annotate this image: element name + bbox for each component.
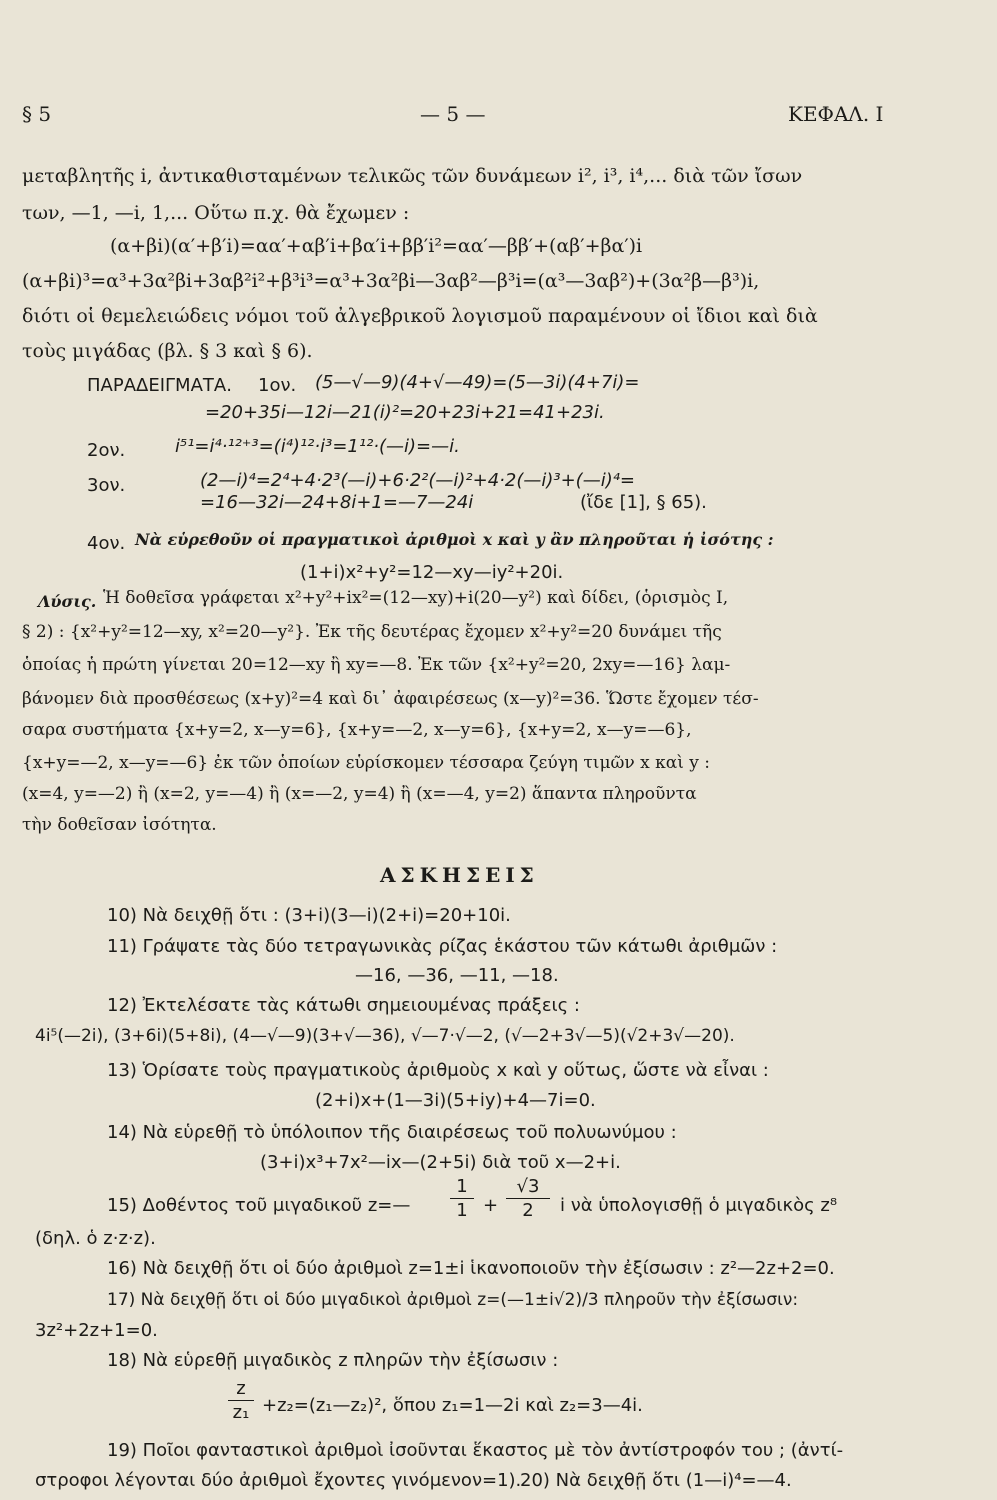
- chapter-label: ΚΕΦΑΛ. I: [788, 102, 884, 126]
- solution-line: {x+y=—2, x—y=—6} ἐκ τῶν ὁποίων εὑρίσκομεν τέσσαρα ζεύγη τιμῶν x καὶ y :: [22, 753, 711, 773]
- example-number: 3ον.: [87, 475, 126, 496]
- exercise-equation: +z₂=(z₁—z₂)², ὅπου z₁=1—2i καὶ z₂=3—4i.: [262, 1395, 643, 1416]
- section-marker: § 5: [22, 102, 52, 126]
- fraction: [506, 1176, 550, 1221]
- exercise-item: 17) Νὰ δειχθῇ ὅτι οἱ δύο μιγαδικοὶ ἀριθμοὶ z=(—1±i√2)/3 πληροῦν τὴν ἐξίσωσιν:: [107, 1290, 799, 1310]
- exercise-item: 14) Νὰ εὑρεθῇ τὸ ὑπόλοιπον τῆς διαιρέσεως τοῦ πολυωνύμου :: [107, 1122, 677, 1143]
- equation: (α+βi)(α′+β′i)=αα′+αβ′i+βα′i+ββ′i²=αα′—ββ′+(αβ′+βα′)i: [110, 235, 643, 257]
- exercise-item: 10) Νὰ δειχθῇ ὅτι : (3+i)(3—i)(2+i)=20+10i.: [107, 905, 511, 926]
- example-expression: (5—√—9)(4+√—49)=(5—3i)(4+7i)=: [315, 372, 640, 393]
- body-line: τοὺς μιγάδας (βλ. § 3 καὶ § 6).: [22, 340, 313, 362]
- solution-line: Ἡ δοθεῖσα γράφεται x²+y²+ix²=(12—xy)+i(20—y²) καὶ δίδει, (ὁρισμὸς I,: [103, 588, 729, 608]
- body-line: μεταβλητῆς i, ἀντικαθισταμένων τελικῶς τῶν δυνάμεων i², i³, i⁴,... διὰ τῶν ἴσων: [22, 165, 803, 187]
- exercise-expression: 4i⁵(—2i), (3+6i)(5+8i), (4—√—9)(3+√—36), √—7·√—2, (√—2+3√—5)(√2+3√—20).: [35, 1026, 735, 1046]
- exercise-item: 13) Ὁρίσατε τοὺς πραγματικοὺς ἀριθμοὺς x καὶ y οὕτως, ὥστε νὰ εἶναι :: [107, 1060, 769, 1081]
- exercise-equation: (2+i)x+(1—3i)(5+iy)+4—7i=0.: [315, 1090, 596, 1111]
- example-statement: Νὰ εὑρεθοῦν οἱ πραγματικοὶ ἀριθμοὶ x καὶ y ἂν πληροῦται ἡ ἰσότης :: [135, 530, 774, 549]
- plus-sign: +: [483, 1195, 499, 1216]
- solution-label: Λύσις.: [38, 592, 97, 611]
- exercise-item: 12) Ἐκτελέσατε τὰς κάτωθι σημειουμένας πράξεις :: [107, 995, 581, 1016]
- example-number: 4ον.: [87, 533, 126, 554]
- solution-line: (x=4, y=—2) ἢ (x=2, y=—4) ἢ (x=—2, y=4) ἢ (x=—4, y=2) ἅπαντα πληροῦντα: [22, 784, 697, 804]
- reference: (ἴδε [1], § 65).: [580, 492, 707, 513]
- body-line: των, —1, —i, 1,... Οὕτω π.χ. θὰ ἔχωμεν :: [22, 202, 410, 224]
- fraction-numerator: √3: [516, 1176, 540, 1197]
- equation: (1+i)x²+y²=12—xy—iy²+20i.: [300, 562, 564, 583]
- body-line: διότι οἱ θεμελειώδεις νόμοι τοῦ ἀλγεβρικοῦ λογισμοῦ παραμένουν οἱ ἴδιοι καὶ διὰ: [22, 305, 818, 327]
- example-expression: (2—i)⁴=2⁴+4·2³(—i)+6·2²(—i)²+4·2(—i)³+(—i)⁴=: [200, 470, 636, 491]
- exercise-item: (δηλ. ὁ z·z·z).: [35, 1228, 156, 1249]
- page-number: — 5 —: [420, 102, 486, 126]
- solution-line: βάνομεν διὰ προσθέσεως (x+y)²=4 καὶ δι᾽ ἀφαιρέσεως (x—y)²=36. Ὥστε ἔχομεν τέσ-: [22, 689, 759, 709]
- example-number: 2ον.: [87, 440, 126, 461]
- fraction-denominator: 2: [522, 1200, 534, 1221]
- example-expression: i⁵¹=i⁴·¹²⁺³=(i⁴)¹²·i³=1¹²·(—i)=—i.: [175, 436, 460, 457]
- solution-line: τὴν δοθεῖσαν ἰσότητα.: [22, 815, 217, 835]
- solution-line: ὁποίας ἡ πρώτη γίνεται 20=12—xy ἢ xy=—8. Ἐκ τῶν {x²+y²=20, 2xy=—16} λαμ-: [22, 655, 731, 675]
- exercise-item: 3z²+2z+1=0.: [35, 1320, 158, 1341]
- fraction: [450, 1176, 474, 1221]
- example-expression: =16—32i—24+8i+1=—7—24i: [200, 492, 474, 513]
- fraction-denominator: 1: [456, 1200, 468, 1221]
- equation: (α+βi)³=α³+3α²βi+3αβ²i²+β³i³=α³+3α²βi—3αβ²—β³i=(α³—3αβ²)+(3α²β—β³)i,: [22, 270, 760, 292]
- exercise-item: 15) Δοθέντος τοῦ μιγαδικοῦ z=—: [107, 1195, 411, 1216]
- exercise-item: 11) Γράψατε τὰς δύο τετραγωνικὰς ρίζας ἑκάστου τῶν κάτωθι ἀριθμῶν :: [107, 936, 778, 957]
- exercise-equation: (3+i)x³+7x²—ix—(2+5i) διὰ τοῦ x—2+i.: [260, 1152, 621, 1173]
- solution-line: § 2) : {x²+y²=12—xy, x²=20—y²}. Ἐκ τῆς δευτέρας ἔχομεν x²+y²=20 δυνάμει τῆς: [22, 622, 722, 642]
- examples-label: ΠΑΡΑΔΕΙΓΜΑΤΑ.: [87, 375, 232, 396]
- exercise-values: —16, —36, —11, —18.: [355, 965, 559, 986]
- exercise-item: 19) Ποῖοι φανταστικοὶ ἀριθμοὶ ἰσοῦνται ἕκαστος μὲ τὸν ἀντίστροφόν του ; (ἀντί-: [107, 1440, 844, 1461]
- exercise-item: 18) Νὰ εὑρεθῇ μιγαδικὸς z πληρῶν τὴν ἐξίσωσιν :: [107, 1350, 559, 1371]
- exercise-item: 20) Νὰ δειχθῇ ὅτι (1—i)⁴=—4.: [520, 1470, 792, 1491]
- fraction-numerator: z: [236, 1378, 246, 1399]
- exercise-item: στροφοι λέγονται δύο ἀριθμοὶ ἔχοντες γινόμενον=1).: [35, 1470, 522, 1491]
- solution-line: σαρα συστήματα {x+y=2, x—y=6}, {x+y=—2, x—y=6}, {x+y=2, x—y=—6},: [22, 720, 692, 740]
- fraction-numerator: 1: [456, 1176, 468, 1197]
- example-number: 1ον.: [258, 375, 297, 396]
- exercise-item: i νὰ ὑπολογισθῇ ὁ μιγαδικὸς z⁸: [560, 1195, 838, 1216]
- fraction-denominator: z₁: [232, 1402, 250, 1423]
- example-expression: =20+35i—12i—21(i)²=20+23i+21=41+23i.: [205, 402, 605, 423]
- exercises-title: ΑΣΚΗΣΕΙΣ: [380, 863, 539, 887]
- exercise-item: 16) Νὰ δειχθῇ ὅτι οἱ δύο ἀριθμοὶ z=1±i ἱκανοποιοῦν τὴν ἐξίσωσιν : z²—2z+2=0.: [107, 1258, 835, 1279]
- fraction: [228, 1378, 254, 1423]
